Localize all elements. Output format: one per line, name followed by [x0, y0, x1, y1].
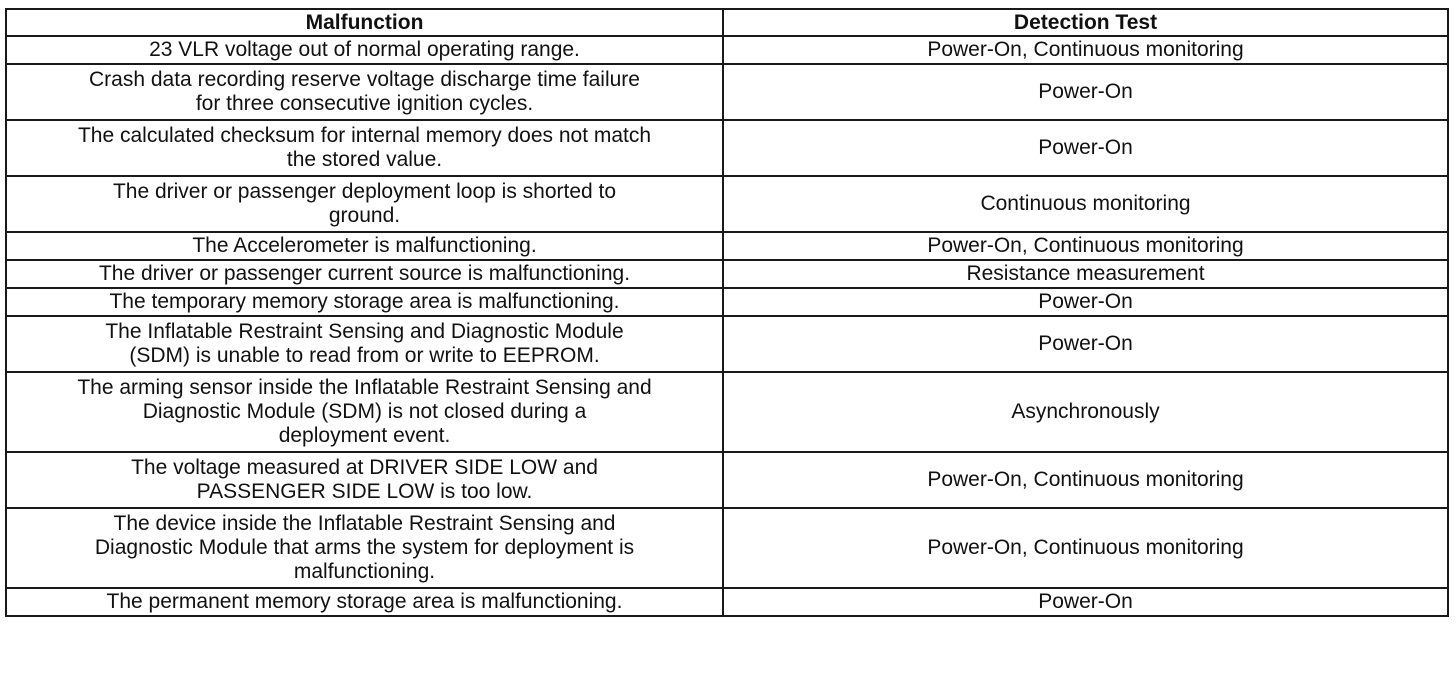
malfunction-cell — [6, 260, 723, 288]
table-row — [6, 260, 1448, 288]
table-row — [6, 288, 1448, 316]
table-row — [6, 64, 1448, 120]
malfunction-line: The driver or passenger current source is malfunctioning. — [98, 262, 631, 285]
malfunction-cell — [6, 120, 723, 176]
malfunction-line: Crash data recording reserve voltage discharge time failure — [89, 68, 640, 91]
malfunction-line: The temporary memory storage area is malfunctioning. — [109, 290, 620, 313]
malfunction-cell — [6, 288, 723, 316]
table-row — [6, 508, 1448, 588]
malfunction-line: The voltage measured at DRIVER SIDE LOW and — [131, 456, 598, 479]
malfunction-cell — [6, 316, 723, 372]
malfunction-cell — [6, 176, 723, 232]
malfunction-line: The arming sensor inside the Inflatable Restraint Sensing and — [77, 376, 652, 399]
table-row — [6, 316, 1448, 372]
detection-cell: Power-On — [723, 288, 1448, 316]
malfunction-line: the stored value. — [286, 148, 443, 171]
malfunction-cell — [6, 232, 723, 260]
table-header-row — [6, 9, 1448, 36]
malfunction-line: ground. — [328, 204, 401, 227]
detection-cell: Power-On, Continuous monitoring — [723, 508, 1448, 588]
detection-cell: Power-On, Continuous monitoring — [723, 452, 1448, 508]
detection-cell: Power-On — [723, 316, 1448, 372]
detection-cell: Power-On — [723, 588, 1448, 616]
malfunction-line: Diagnostic Module (SDM) is not closed during a — [142, 400, 587, 423]
malfunction-line: Diagnostic Module that arms the system for deployment is — [94, 536, 635, 559]
malfunction-line: The device inside the Inflatable Restraint Sensing and — [113, 512, 616, 535]
header-detection-test: Detection Test — [723, 9, 1448, 36]
malfunction-line: PASSENGER SIDE LOW is too low. — [196, 480, 533, 503]
detection-cell: Asynchronously — [723, 372, 1448, 452]
detection-cell: Continuous monitoring — [723, 176, 1448, 232]
malfunction-line: deployment event. — [278, 424, 451, 447]
malfunction-line: The Accelerometer is malfunctioning. — [192, 234, 537, 257]
malfunction-cell — [6, 36, 723, 64]
malfunction-line: The calculated checksum for internal memory does not match — [77, 124, 652, 147]
malfunction-cell — [6, 508, 723, 588]
detection-cell: Power-On, Continuous monitoring — [723, 36, 1448, 64]
malfunction-line: The driver or passenger deployment loop is shorted to — [112, 180, 617, 203]
detection-cell: Resistance measurement — [723, 260, 1448, 288]
malfunction-line: for three consecutive ignition cycles. — [195, 92, 534, 115]
malfunction-cell — [6, 588, 723, 616]
malfunction-line: (SDM) is unable to read from or write to EEPROM. — [129, 344, 600, 367]
malfunction-line: 23 VLR voltage out of normal operating range. — [149, 38, 580, 61]
malfunction-cell — [6, 372, 723, 452]
table-row — [6, 176, 1448, 232]
table-row — [6, 372, 1448, 452]
detection-cell: Power-On — [723, 120, 1448, 176]
table-row — [6, 232, 1448, 260]
malfunction-cell — [6, 452, 723, 508]
table-row — [6, 36, 1448, 64]
malfunction-line: The permanent memory storage area is malfunctioning. — [106, 590, 623, 613]
detection-cell: Power-On, Continuous monitoring — [723, 232, 1448, 260]
malfunction-cell — [6, 64, 723, 120]
table-row — [6, 452, 1448, 508]
malfunction-detection-table — [5, 8, 1449, 617]
detection-cell: Power-On — [723, 64, 1448, 120]
malfunction-line: malfunctioning. — [293, 560, 436, 583]
table-row — [6, 588, 1448, 616]
table-row — [6, 120, 1448, 176]
header-malfunction: Malfunction — [6, 9, 723, 36]
malfunction-line: The Inflatable Restraint Sensing and Diagnostic Module — [105, 320, 624, 343]
